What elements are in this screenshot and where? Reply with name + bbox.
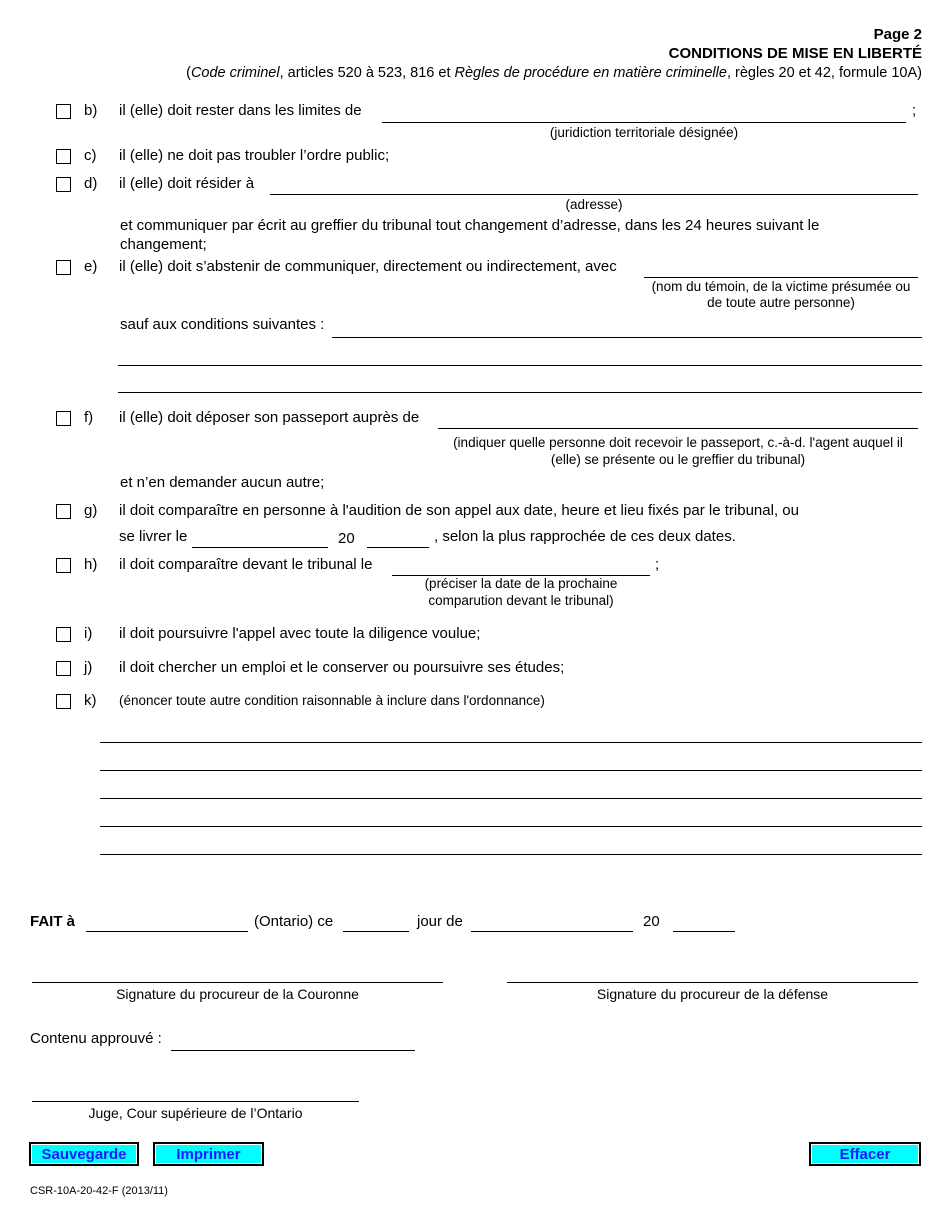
defence-signature-line[interactable] [507,982,918,983]
letter-j: j) [84,659,93,676]
condition-g-text: il doit comparaître en personne à l'audition de son appel aux date, heure et lieu fixés par le tribunal, ou [119,502,799,519]
fait-day-line [343,931,409,932]
letter-e: e) [84,258,98,275]
next-appearance-caption-1: (préciser la date de la prochaine [424,576,618,591]
other-condition-input-3[interactable] [100,776,922,796]
no-contact-person-input[interactable] [644,257,918,277]
fait-jour: jour de [417,913,463,930]
approved-input[interactable] [171,1029,415,1049]
other-condition-line-5 [100,854,922,855]
no-contact-caption-1: (nom du témoin, de la victime présumée ou [651,279,911,294]
contact-conditions-line-2 [118,365,922,366]
checkbox-b[interactable] [56,104,71,119]
checkbox-e[interactable] [56,260,71,275]
fait-month-input[interactable] [471,911,633,931]
form-code: CSR-10A-20-42-F (2013/11) [30,1185,168,1197]
contact-conditions-line-1 [332,337,922,338]
defence-signature-caption: Signature du procureur de la défense [596,986,829,1002]
approved-line [171,1050,415,1051]
other-condition-input-5[interactable] [100,832,922,852]
address-caption: (adresse) [565,197,623,212]
fait-day-input[interactable] [343,911,409,931]
next-appearance-input[interactable] [392,555,650,575]
surrender-year-input[interactable] [367,527,429,547]
subtitle-open: ( [186,65,191,81]
condition-d-text: il (elle) doit résider à [119,175,255,192]
territorial-jurisdiction-input[interactable] [382,102,908,122]
crown-signature-line[interactable] [32,982,443,983]
judge-signature-line[interactable] [32,1101,359,1102]
subtitle-rules: Règles de procédure en matière criminelle [454,65,727,81]
other-condition-line-3 [100,798,922,799]
condition-e-text2: sauf aux conditions suivantes : [120,316,325,333]
condition-f-text2: et n’en demander aucun autre; [120,474,325,491]
other-condition-input-1[interactable] [100,720,922,740]
condition-g-text2: se livrer le [119,528,188,545]
passport-deposit-line [438,428,918,429]
other-condition-line-1 [100,742,922,743]
checkbox-c[interactable] [56,149,71,164]
letter-i: i) [84,625,93,642]
condition-g-text3: , selon la plus rapprochée de ces deux dates. [434,528,736,545]
surrender-date-input[interactable] [192,527,328,547]
other-condition-input-2[interactable] [100,748,922,768]
contact-conditions-input-2[interactable] [118,343,922,363]
condition-h-text: il doit comparaître devant le tribunal le [119,556,373,573]
condition-b-end: ; [912,102,917,119]
checkbox-h[interactable] [56,558,71,573]
letter-f: f) [84,409,94,426]
contact-conditions-input-1[interactable] [332,316,922,336]
fait-ontario: (Ontario) ce [254,913,334,930]
clear-button[interactable]: Effacer [809,1142,921,1166]
letter-g: g) [84,502,98,519]
next-appearance-caption-2: comparution devant le tribunal) [428,593,614,608]
subtitle-code: Code criminel [190,65,280,81]
condition-c-text: il (elle) ne doit pas troubler l’ordre public; [119,147,390,164]
condition-k-text: (énoncer toute autre condition raisonnable à inclure dans l'ordonnance) [119,693,545,708]
surrender-date-line [192,547,328,548]
condition-b-text: il (elle) doit rester dans les limites de [119,102,362,119]
subtitle-end: , règles 20 et 42, formule 10A) [726,65,922,81]
contact-conditions-input-3[interactable] [118,371,922,391]
fait-place-input[interactable] [86,911,248,931]
condition-e-text: il (elle) doit s’abstenir de communiquer, directement ou indirectement, avec [119,258,617,275]
condition-h-end: ; [655,556,660,573]
approved-label: Contenu approuvé : [30,1030,162,1047]
fait-year-input[interactable] [673,911,735,931]
condition-i-text: il doit poursuivre l'appel avec toute la diligence voulue; [119,625,481,642]
page-number: Page 2 [873,26,922,43]
form-title: CONDITIONS DE MISE EN LIBERTÉ [668,45,922,62]
checkbox-j[interactable] [56,661,71,676]
other-condition-input-4[interactable] [100,804,922,824]
passport-caption-1: (indiquer quelle personne doit recevoir le passeport, c.-à-d. l'agent auquel il [453,435,903,450]
passport-deposit-input[interactable] [438,408,918,428]
judge-signature-caption: Juge, Cour supérieure de l’Ontario [88,1105,303,1121]
fait-century: 20 [643,913,660,930]
other-condition-line-4 [100,826,922,827]
passport-caption-2: (elle) se présente ou le greffier du tribunal) [550,452,806,467]
fait-year-line [673,931,735,932]
letter-c: c) [84,147,97,164]
crown-signature-caption: Signature du procureur de la Couronne [116,986,359,1002]
checkbox-f[interactable] [56,411,71,426]
subtitle-mid: , articles 520 à 523, 816 et [279,65,455,81]
print-button[interactable]: Imprimer [153,1142,264,1166]
other-condition-line-2 [100,770,922,771]
territorial-jurisdiction-line [382,122,906,123]
surrender-year-line [367,547,429,548]
letter-h: h) [84,556,98,573]
contact-conditions-line-3 [118,392,922,393]
save-button[interactable]: Sauvegarde [29,1142,139,1166]
address-input[interactable] [270,174,918,194]
checkbox-i[interactable] [56,627,71,642]
checkbox-d[interactable] [56,177,71,192]
surrender-century: 20 [338,530,355,547]
fait-month-line [471,931,633,932]
condition-f-text: il (elle) doit déposer son passeport auprès de [119,409,420,426]
fait-label: FAIT à [30,913,76,930]
letter-k: k) [84,692,97,709]
condition-j-text: il doit chercher un emploi et le conserver ou poursuivre ses études; [119,659,565,676]
form-subtitle [186,65,922,81]
condition-d-text2: et communiquer par écrit au greffier du tribunal tout changement d’adresse, dans les 24 heures suivant le changement; [120,217,820,253]
territorial-jurisdiction-caption: (juridiction territoriale désignée) [549,125,739,140]
checkbox-g[interactable] [56,504,71,519]
no-contact-caption-2: de toute autre personne) [707,295,855,310]
letter-b: b) [84,102,98,119]
checkbox-k[interactable] [56,694,71,709]
letter-d: d) [84,175,98,192]
address-line [270,194,918,195]
fait-place-line [86,931,248,932]
